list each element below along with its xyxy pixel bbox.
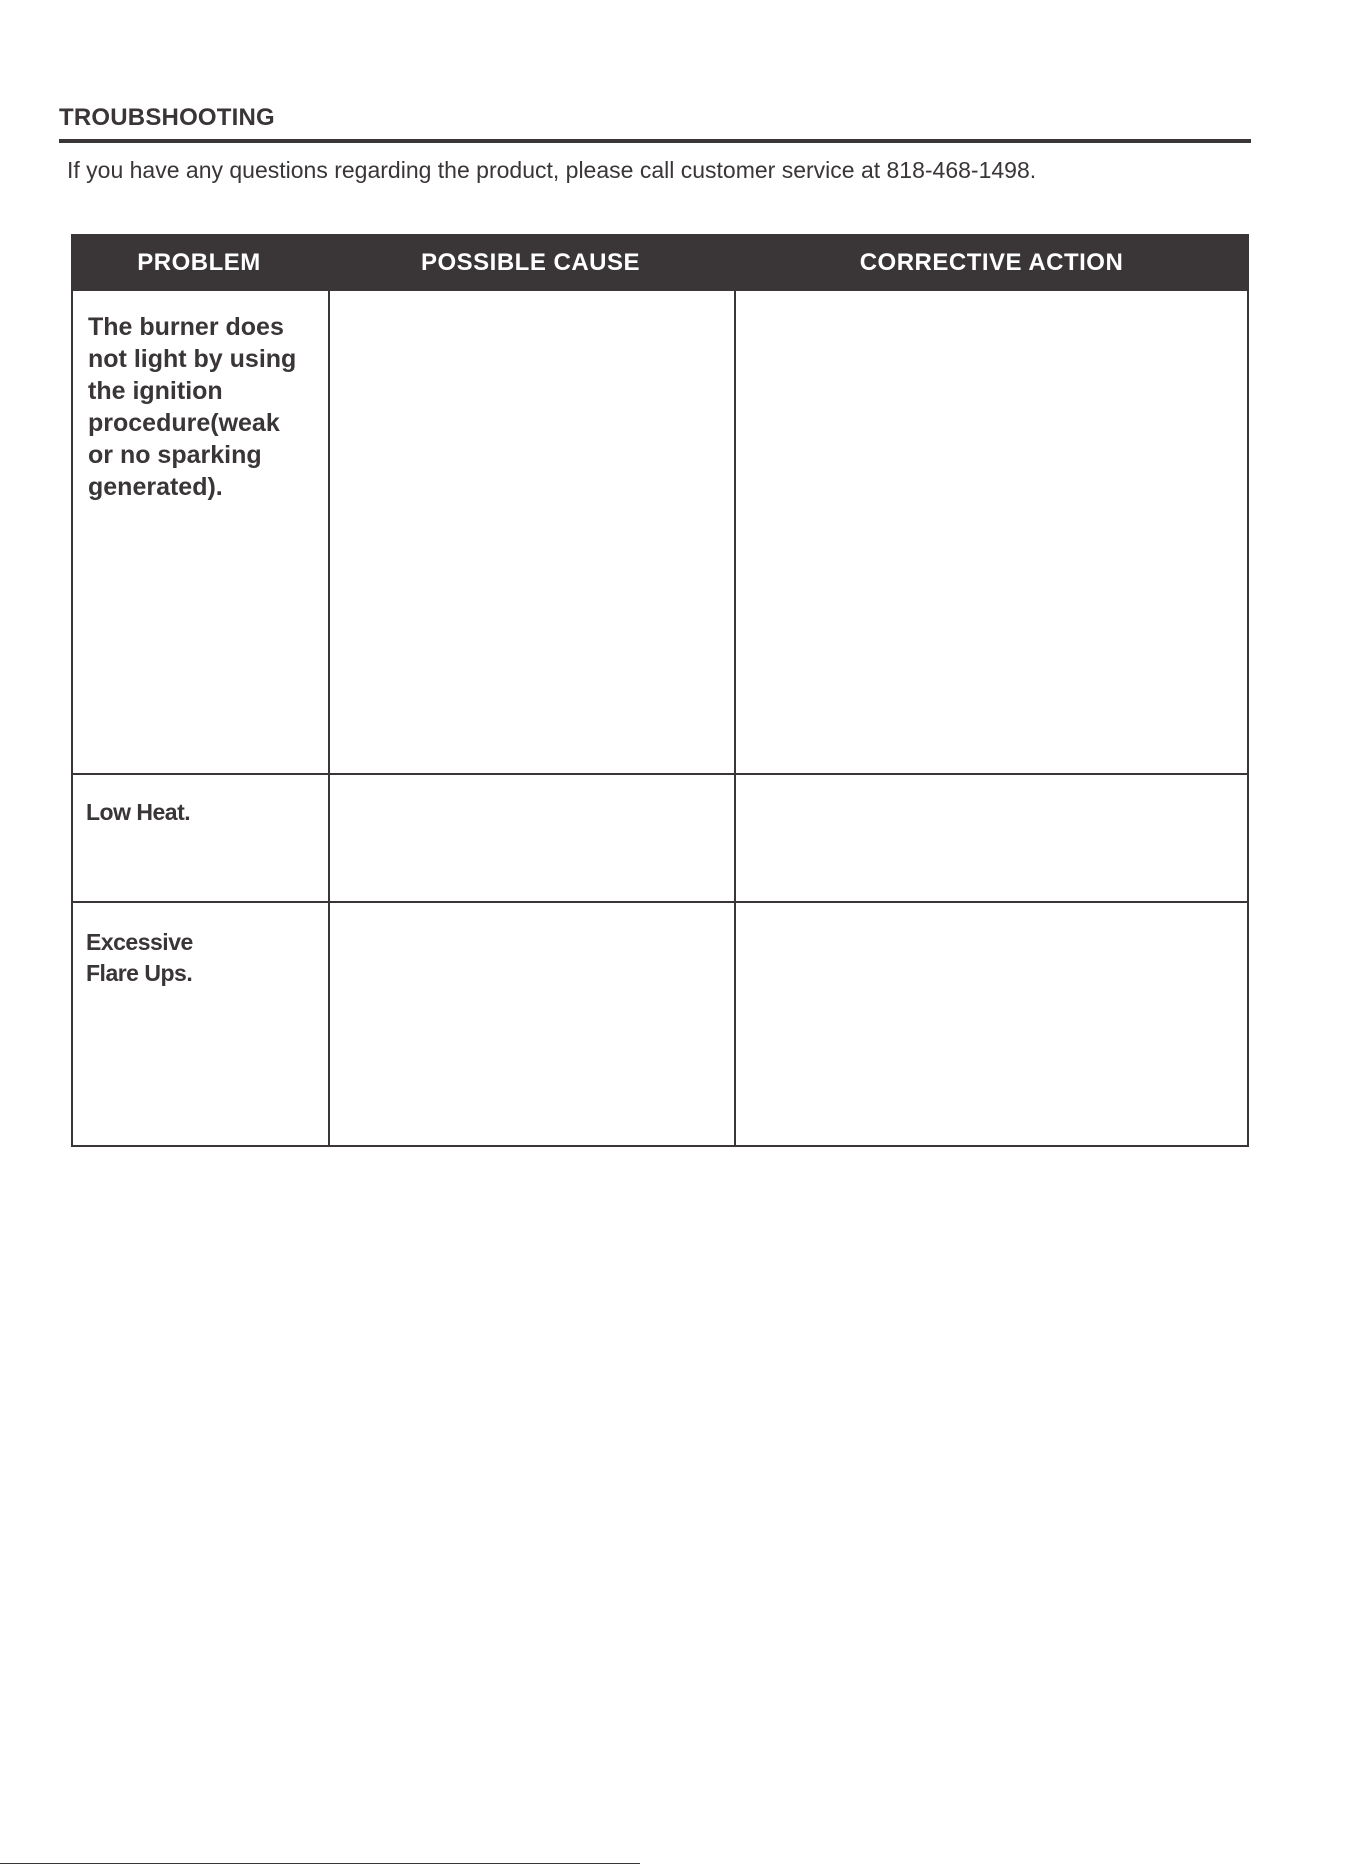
header-corrective-action: CORRECTIVE ACTION: [859, 249, 1124, 276]
table-row: [71, 903, 1249, 1147]
problem-text: Excessive Flare Ups.: [86, 929, 193, 986]
action-cell: [734, 903, 1249, 1147]
problem-text: The burner does not light by using the ignition procedure(weak or no sparking generated).: [88, 313, 297, 501]
problem-cell: [71, 291, 329, 775]
problem-cell: [71, 903, 329, 1147]
header-problem: PROBLEM: [137, 249, 261, 276]
action-cell: [734, 291, 1249, 775]
heading-divider: [59, 139, 1251, 143]
intro-text: If you have any questions regarding the product, please call customer service at 818-468-1498.: [67, 157, 1037, 183]
table-header: [71, 234, 1249, 291]
header-possible-cause: POSSIBLE CAUSE: [420, 249, 641, 276]
section-heading: TROUBSHOOTING: [59, 104, 275, 131]
footer-rule: [0, 1863, 640, 1864]
action-cell: [734, 775, 1249, 903]
problem-cell: [71, 775, 329, 903]
troubleshooting-table: [71, 234, 1249, 1147]
table-row: [71, 775, 1249, 903]
cause-cell: [328, 291, 734, 775]
cause-cell: [328, 775, 734, 903]
problem-text: Low Heat.: [86, 799, 191, 825]
cause-cell: [328, 903, 734, 1147]
table-row: [71, 291, 1249, 775]
